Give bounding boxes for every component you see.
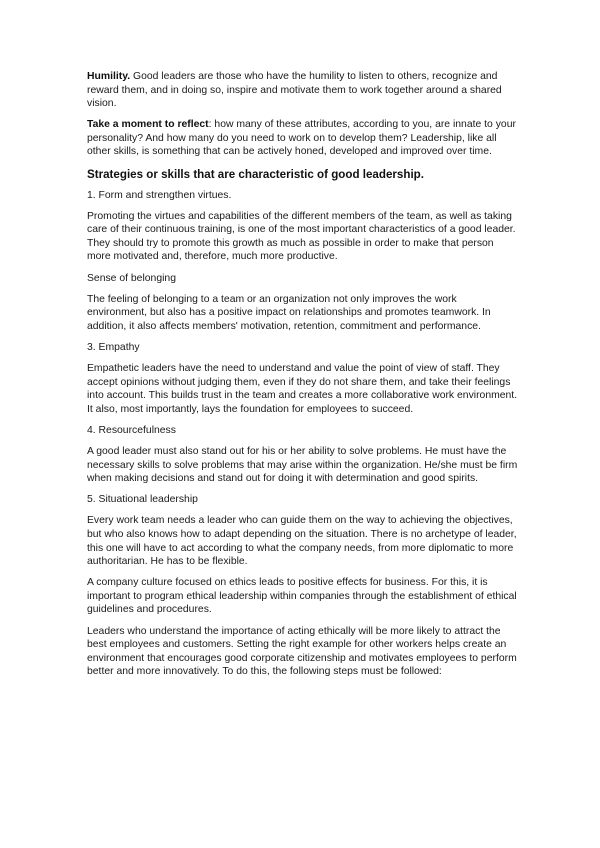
item-label-situational: 5. Situational leadership [87,494,198,506]
item-paragraph-ethical-leaders: Leaders who understand the importance of acting ethically will be more likely to attract the best employees and customers. Setting the right example for other workers helps create an environment that encourages good corporate citizenship and motivates employees to perform better and more innovatively. To do this, the following steps must be followed: [87,625,517,678]
item-label-empathy: 3. Empathy [87,341,140,353]
item-label-resourcefulness: 4. Resourcefulness [87,424,176,436]
item-paragraph-resourcefulness: A good leader must also stand out for his or her ability to solve problems. He must have the necessary skills to solve problems that may arise within the organization. He/she must be firm when making decisions and stand out for doing it with determination and good spirits. [87,445,518,485]
item-paragraph-ethics-culture: A company culture focused on ethics leads to positive effects for business. For this, it is important to program ethical leadership within companies through the establishment of ethical guidelines and procedures. [87,577,517,616]
document-body [87,70,519,686]
item-paragraph-empathy: Empathetic leaders have the need to understand and value the point of view of staff. They accept opinions without judging them, even if they do not share them, and take their feelings into account. This builds trust in the team and creates a more collaborative work environment. It also, most importantly, lays the foundation for employees to succeed. [87,363,518,415]
item-label-virtues: 1. Form and strengthen virtues. [87,189,232,201]
reflect-lead: Take a moment to reflect [87,119,209,131]
item-paragraph-situational: Every work team needs a leader who can guide them on the way to achieving the objectives, but who also knows how to adapt depending on the situation. There is no archetype of leader, this one will have to act according to what the company needs, from more diplomatic to more authoritarian. He has to be flexible. [87,515,517,568]
item-label-belonging: Sense of belonging [87,272,176,284]
reflect-text: : how many of these attributes, according to you, are innate to your personality? And how many do you need to work on to develop them? Leadership, like all other skills, is something that can be actively honed, developed and improved over time. [87,119,516,158]
humility-lead: Humility. [87,71,131,82]
reflect-paragraph [87,118,519,159]
humility-text: Good leaders are those who have the humility to listen to others, recognize and reward them, and in doing so, inspire and motivate them to work together around a shared vision. [87,71,502,110]
strategies-heading: Strategies or skills that are characteristic of good leadership. [87,167,424,181]
humility-paragraph [87,70,519,111]
item-paragraph-virtues: Promoting the virtues and capabilities of the different members of the team, as well as taking care of their continuous training, is one of the most important characteristics of a good leader. They should try to promote this growth as much as possible in order to make that person more motivated and, therefore, much more productive. [87,210,516,263]
item-paragraph-belonging: The feeling of belonging to a team or an organization not only improves the work environment, but also has a positive impact on relationships and promotes teamwork. In addition, it also affects members' motivation, retention, commitment and performance. [87,293,491,332]
